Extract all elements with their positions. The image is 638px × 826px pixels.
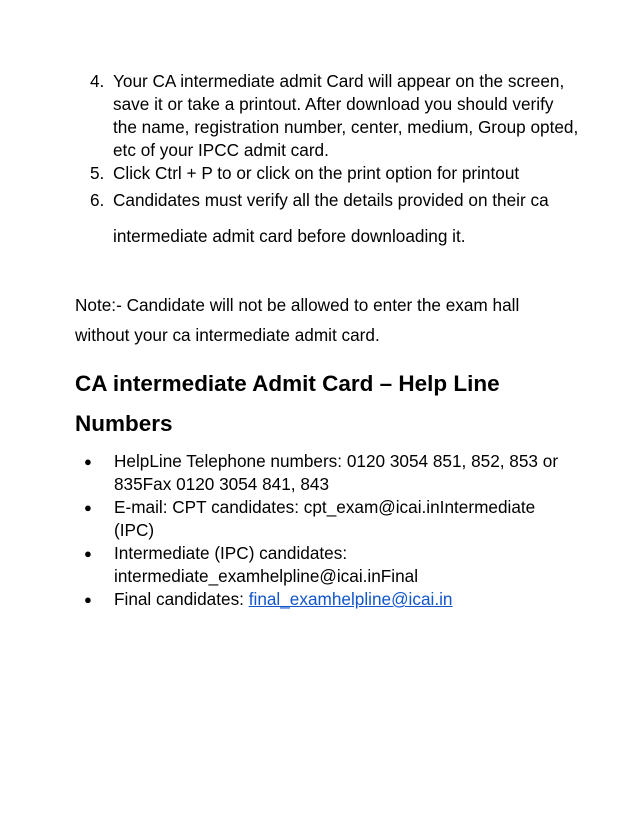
list-item <box>84 450 574 496</box>
bullet-icon: ● <box>84 454 92 469</box>
list-item-text <box>114 588 574 611</box>
list-item-prefix: Final candidates: <box>114 589 249 609</box>
list-item-text: Candidates must verify all the details provided on their ca intermediate admit card before downloading it. <box>113 190 549 246</box>
list-item-text: Intermediate (IPC) candidates: intermediate_examhelpline@icai.inFinal <box>114 543 419 586</box>
list-item-text: Your CA intermediate admit Card will appear on the screen, save it or take a printout. After download you should verify the name, registration number, center, medium, Group opted, etc of your IPCC admit card. <box>113 71 579 160</box>
email-link[interactable]: final_examhelpline@icai.in <box>248 589 453 609</box>
list-item <box>90 182 580 254</box>
note-paragraph: Note:- Candidate will not be allowed to enter the exam hall without your ca intermediate admit card. <box>75 295 520 345</box>
list-item <box>84 588 574 611</box>
list-number: 6. <box>90 190 105 210</box>
bullet-icon: ● <box>84 592 92 607</box>
bullet-icon: ● <box>84 546 92 561</box>
list-item-text: Click Ctrl + P to or click on the print option for printout <box>113 163 520 183</box>
list-item-text: E-mail: CPT candidates: cpt_exam@icai.inIntermediate (IPC) <box>114 497 536 540</box>
list-item <box>84 496 574 542</box>
helpline-list <box>84 450 574 611</box>
steps-list <box>90 70 580 254</box>
list-item-text: HelpLine Telephone numbers: 0120 3054 851, 852, 853 or 835Fax 0120 3054 841, 843 <box>114 451 559 494</box>
bullet-icon: ● <box>84 500 92 515</box>
section-heading: CA intermediate Admit Card – Help Line Numbers <box>75 371 500 436</box>
list-number: 4. <box>90 71 105 91</box>
list-item <box>90 70 580 162</box>
list-number: 5. <box>90 163 105 183</box>
list-item <box>84 542 574 588</box>
